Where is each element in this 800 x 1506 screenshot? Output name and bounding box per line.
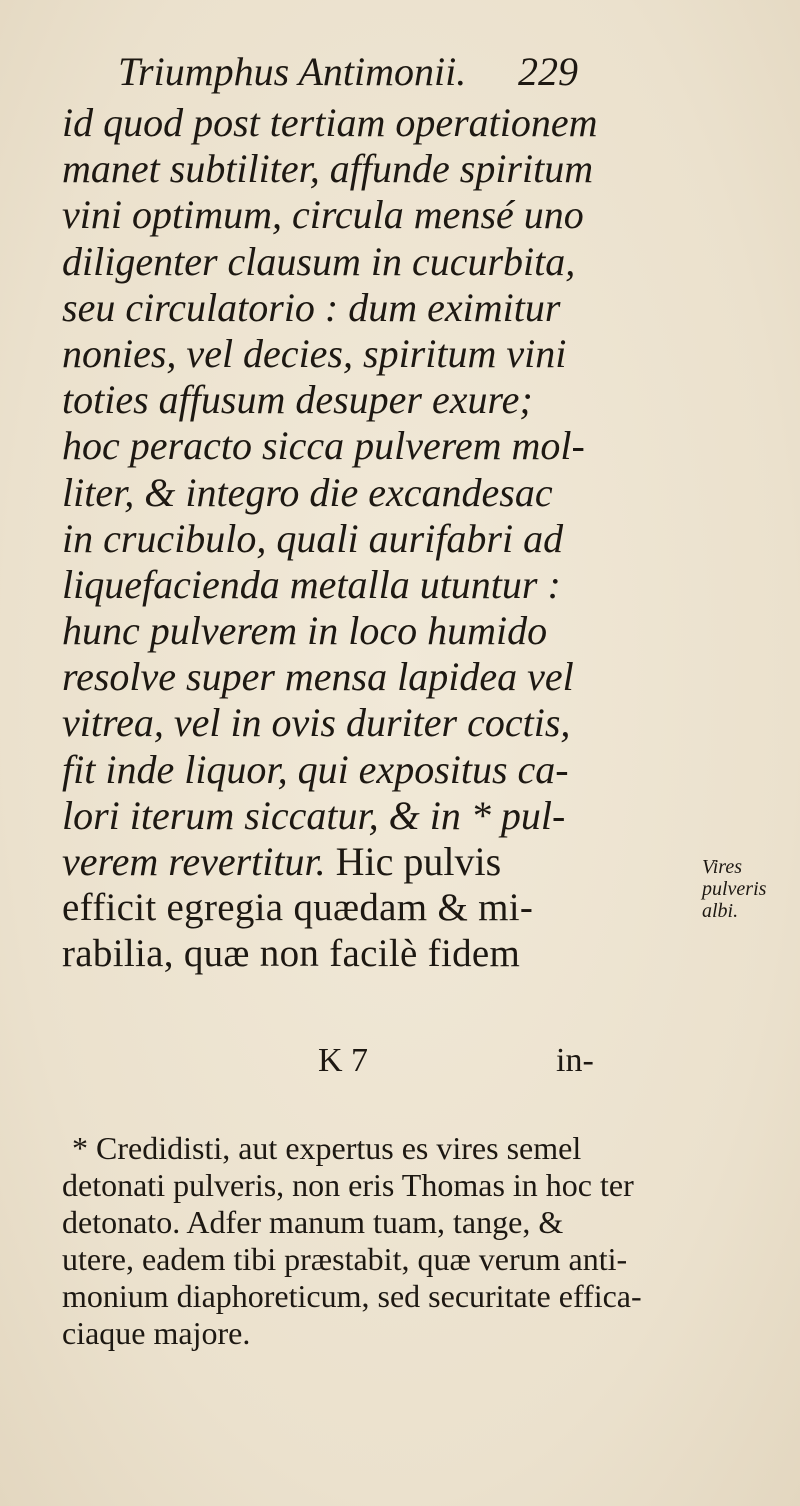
text-line: lori iterum siccatur, & in * pul- — [62, 792, 566, 838]
text-line: fit inde liquor, qui expositus ca- — [62, 746, 569, 792]
text-line: hoc peracto sicca pulverem mol- — [62, 423, 585, 469]
text-line: rabilia, quæ non facilè fidem — [62, 932, 521, 976]
signature-line — [0, 1038, 800, 1084]
footnote-line: utere, eadem tibi præstabit, quæ verum anti- — [62, 1241, 628, 1277]
page-number: 229 — [518, 49, 578, 94]
footnote-line: detonati pulveris, non eris Thomas in hoc ter — [62, 1167, 634, 1203]
text-line: manet subtiliter, affunde spiritum — [62, 146, 594, 192]
text-line-italic-part: verem revertitur. — [62, 839, 326, 884]
main-text — [62, 100, 712, 978]
text-line: in crucibulo, quali aurifabri ad — [62, 515, 564, 561]
margin-note — [702, 856, 798, 922]
text-line: liter, & integro die excandesac — [62, 469, 553, 515]
text-line: seu circulatorio : dum eximitur — [62, 284, 561, 330]
margin-note-line: pulveris — [702, 878, 767, 900]
margin-note-line: Vires — [702, 856, 742, 878]
text-line-mixed — [62, 839, 712, 885]
footnote-line: monium diaphoreticum, sed securitate effica- — [62, 1278, 642, 1314]
page-header — [118, 44, 678, 100]
text-line: hunc pulverem in loco humido — [62, 608, 548, 654]
footnote-line: ciaque majore. — [62, 1315, 251, 1351]
text-line: vitrea, vel in ovis duriter coctis, — [62, 700, 571, 746]
text-line: toties affusum desuper exure; — [62, 377, 533, 423]
text-line: id quod post tertiam operationem — [62, 100, 598, 145]
footnote-line: * Credidisti, aut expertus es vires semel — [72, 1130, 582, 1166]
catchword: in- — [556, 1042, 594, 1079]
footnote — [62, 1130, 792, 1352]
text-line: diligenter clausum in cucurbita, — [62, 238, 576, 284]
text-line: efficit egregia quædam & mi- — [62, 886, 534, 930]
text-line: resolve super mensa lapidea vel — [62, 654, 574, 700]
signature-mark: K 7 — [318, 1042, 369, 1079]
footnote-line: detonato. Adfer manum tuam, tange, & — [62, 1204, 564, 1240]
text-line: nonies, vel decies, spiritum vini — [62, 330, 567, 376]
running-title: Triumphus Antimonii. — [118, 49, 467, 94]
margin-note-line: albi. — [702, 900, 739, 922]
text-line: liquefacienda metalla utuntur : — [62, 561, 561, 607]
text-line: vini optimum, circula mensé uno — [62, 192, 584, 238]
text-line-roman-part: Hic pulvis — [325, 839, 502, 884]
